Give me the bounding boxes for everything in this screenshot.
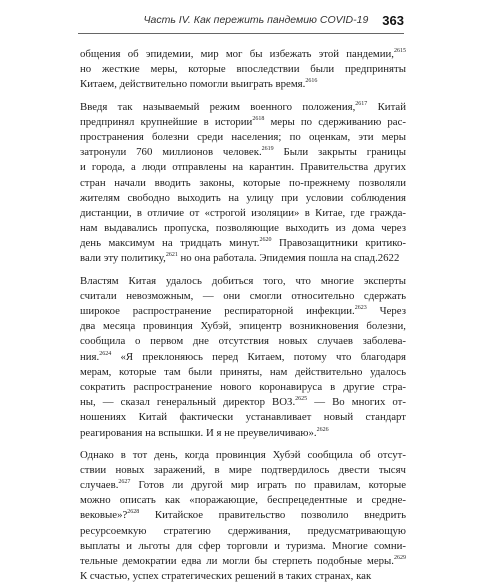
text-line bbox=[80, 365, 406, 380]
line-text: ресурсоемкую стратегию сдерживания, предусматривающую bbox=[80, 524, 406, 537]
text-line bbox=[80, 350, 406, 365]
text-line bbox=[80, 524, 406, 539]
line-text: сократить распространение нового коронавируса в другие стра- bbox=[80, 380, 406, 393]
paragraph bbox=[80, 47, 406, 93]
text-line bbox=[80, 334, 406, 349]
line-text-continued: Готов ли другой мир играть по правилам, которые bbox=[130, 479, 406, 492]
footnote-ref: 2620 bbox=[259, 237, 272, 244]
footnote-ref: 2616 bbox=[305, 78, 318, 85]
line-text: ны, — сказал генеральный директор ВОЗ. bbox=[80, 396, 296, 409]
text-line bbox=[80, 62, 406, 77]
footnote-ref: 2624 bbox=[99, 350, 112, 357]
line-text: мерам, которые там были приняты, нам действительно удалось bbox=[80, 365, 406, 378]
line-text: нам выдавались пропуска, позволяющие выходить из дома через bbox=[80, 222, 406, 235]
text-line bbox=[80, 274, 406, 289]
footnote-ref: 2615 bbox=[394, 48, 406, 54]
text-line bbox=[80, 236, 406, 251]
paragraph bbox=[80, 448, 406, 584]
text-line bbox=[80, 380, 406, 395]
text-line bbox=[80, 395, 406, 410]
line-text-continued: Китайское правительство позволило внедрить bbox=[139, 509, 406, 522]
text-line bbox=[80, 554, 406, 569]
line-text: общения об эпидемии, мир мог бы избежать этой пандемии, bbox=[80, 48, 394, 60]
text-line bbox=[80, 304, 406, 319]
line-text: ствии новых заражений, в мире подтвердилось двести тысяч bbox=[80, 463, 406, 476]
footnote-ref: 2617 bbox=[355, 100, 368, 107]
footnote-ref: 2626 bbox=[316, 426, 329, 433]
text-line bbox=[80, 493, 406, 508]
line-text: день максимум на тридцать минут. bbox=[80, 237, 260, 250]
footnote-ref: 2625 bbox=[295, 396, 308, 403]
line-text-continued: Через bbox=[366, 305, 406, 317]
line-text: Китаем, действительно помогли выиграть время. bbox=[80, 78, 306, 91]
text-line bbox=[80, 539, 406, 554]
footnote-ref: 2618 bbox=[252, 115, 265, 122]
text-line bbox=[80, 115, 406, 130]
line-text: реагирования на вспышки. И я не преувеличиваю». bbox=[80, 426, 317, 439]
line-text: стран начали вводить законы, которые по-прежнему позволяли bbox=[80, 176, 406, 189]
text-line bbox=[80, 319, 406, 334]
line-text: вековые»? bbox=[80, 509, 128, 522]
line-text: жителям свободно выходить на улицу при условии соблюдения bbox=[80, 191, 406, 204]
line-text: Введя так называемый режим военного положения, bbox=[80, 100, 356, 113]
paragraph bbox=[80, 274, 406, 441]
paragraph-gap bbox=[80, 93, 406, 100]
line-text: сообщила о первом дне отсутствия новых случаев заболева- bbox=[80, 335, 406, 348]
line-text: Властям Китая удалось добиться того, что многие эксперты bbox=[80, 274, 406, 287]
text-line bbox=[80, 508, 406, 523]
footnote-ref: 2627 bbox=[118, 479, 131, 486]
footnote-ref: 2621 bbox=[165, 252, 178, 259]
footnote-ref: 2623 bbox=[354, 305, 367, 311]
text-line bbox=[80, 176, 406, 191]
line-text-continued: Правозащитники критико- bbox=[271, 237, 407, 250]
line-text: можно описать как «поражающие, беспрецедентные и средне- bbox=[80, 494, 406, 507]
text-line bbox=[80, 160, 406, 175]
text-line bbox=[80, 191, 406, 206]
line-text-continued: но она работала. Эпидемия пошла на спад.2622 bbox=[177, 252, 400, 265]
text-line bbox=[80, 221, 406, 236]
line-text-continued: Были закрыты границы bbox=[273, 146, 406, 159]
line-text: ношениях Китай фактически устанавливает новый стандарт bbox=[80, 411, 406, 424]
line-text: ния. bbox=[80, 350, 100, 363]
text-line bbox=[80, 463, 406, 478]
line-text-continued: «Я преклоняюсь перед Китаем, потому что благодаря bbox=[111, 350, 406, 363]
line-text: но жесткие меры, которые впоследствии были предприняты bbox=[80, 63, 406, 76]
footnote-ref: 2628 bbox=[127, 509, 140, 516]
text-line bbox=[80, 77, 406, 92]
text-line bbox=[80, 478, 406, 493]
line-text: тельные демократии едва ли могли бы стерпеть подобные меры. bbox=[80, 555, 394, 567]
text-line bbox=[80, 410, 406, 425]
line-text: дистанции, в отличие от «строгой изоляции» в Китае, где гражда- bbox=[80, 206, 406, 219]
line-text: Однако в тот день, когда провинция Хубэй сообщила об отсут- bbox=[80, 448, 406, 461]
line-text-continued: — Во многих от- bbox=[307, 396, 406, 409]
page-number: 363 bbox=[382, 12, 404, 28]
line-text-continued: Китай bbox=[367, 100, 406, 113]
footnote-ref: 2629 bbox=[394, 555, 406, 561]
text-line bbox=[80, 448, 406, 463]
text-line bbox=[80, 426, 406, 441]
line-text: вали эту политику, bbox=[80, 252, 166, 265]
line-text-continued: меры по сдерживанию рас- bbox=[264, 115, 406, 128]
footnote-ref: 2619 bbox=[261, 146, 274, 153]
running-head: Часть IV. Как пережить пандемию COVID-19 bbox=[143, 14, 369, 26]
text-line bbox=[80, 130, 406, 145]
body-text bbox=[80, 47, 406, 584]
text-line bbox=[80, 251, 406, 266]
text-line bbox=[80, 206, 406, 221]
text-line bbox=[80, 100, 406, 115]
line-text: два месяца провинция Хубэй, эпицентр возникновения болезни, bbox=[80, 320, 406, 333]
paragraph-gap bbox=[80, 441, 406, 448]
text-line bbox=[80, 145, 406, 160]
text-line bbox=[80, 289, 406, 304]
header-rule bbox=[78, 33, 404, 34]
line-text: считали невозможным, — они смогли относительно сдержать bbox=[80, 289, 406, 302]
line-text: широкое распространение респираторной инфекции. bbox=[80, 305, 355, 317]
line-text: выплаты и льготы для сфер торговли и туризма. Многие сомни- bbox=[80, 539, 406, 552]
line-text: пространения болезни среди населения; по оценкам, эти меры bbox=[80, 130, 406, 143]
line-text: и города, а люди отправлены на карантин. Правительства других bbox=[80, 161, 406, 174]
line-text: случаев. bbox=[80, 479, 119, 492]
line-text: предпринял крупнейшие в истории bbox=[80, 115, 253, 128]
paragraph bbox=[80, 100, 406, 267]
page-header bbox=[78, 10, 404, 30]
text-line bbox=[80, 569, 406, 584]
line-text: затронули 760 миллионов человек. bbox=[80, 146, 262, 159]
line-text: К счастью, успех стратегических решений в таких странах, как bbox=[80, 570, 372, 583]
paragraph-gap bbox=[80, 267, 406, 274]
text-line bbox=[80, 47, 406, 62]
